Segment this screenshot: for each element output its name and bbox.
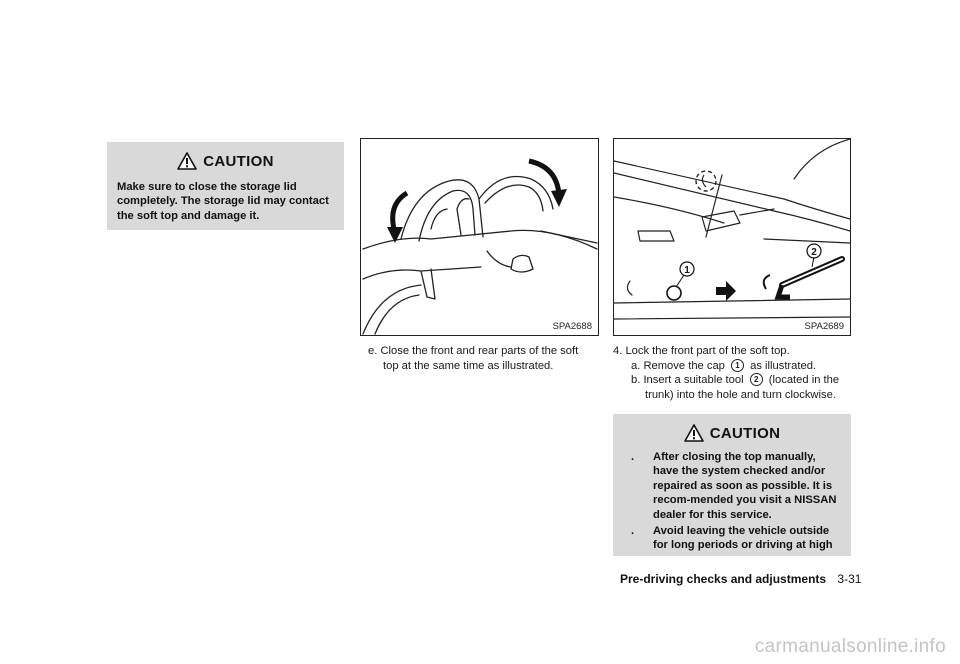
warning-triangle-icon	[684, 424, 704, 442]
step-e-line1: e. Close the front and rear parts of the soft	[368, 345, 579, 357]
page-footer	[620, 572, 860, 586]
caution-box-manual-top	[613, 414, 851, 556]
caution-list	[613, 446, 851, 553]
step-4a	[613, 359, 859, 374]
caution-title-text: CAUTION	[203, 152, 274, 170]
bullet: .	[631, 525, 635, 538]
caution-body: Make sure to close the storage lid completely. The storage lid may contact the soft top and damage it.	[117, 181, 329, 222]
step-4b	[613, 373, 859, 388]
caution-box-storage-lid	[107, 142, 344, 230]
caution-heading	[613, 420, 851, 446]
caution-item-text: Avoid leaving the vehicle outside for long periods or driving at high	[653, 525, 833, 552]
soft-top-closing-illustration	[361, 139, 598, 335]
bullet: .	[631, 451, 635, 463]
section-title: Pre-driving checks and adjustments	[620, 572, 827, 586]
caution-item	[621, 450, 843, 522]
figure-code: SPA2689	[804, 321, 844, 332]
step-4b-text-end: (located in the	[768, 374, 840, 387]
callout-1-badge: 1	[731, 359, 744, 372]
caution-title-text: CAUTION	[709, 424, 781, 442]
callout-2-label: 2	[811, 247, 817, 258]
warning-triangle-icon	[177, 152, 197, 170]
step-e-text	[368, 344, 608, 373]
callout-1-label: 1	[684, 265, 690, 276]
step-4-heading: 4. Lock the front part of the soft top.	[613, 345, 790, 357]
step-4a-text-end: as illustrated.	[750, 359, 817, 372]
cap-and-tool-illustration	[614, 139, 850, 335]
watermark: carmanualsonline.info	[754, 636, 946, 657]
right-arrow-icon	[716, 281, 736, 301]
step-e-line2: top at the same time as illustrated.	[383, 359, 554, 372]
callout-2-badge: 2	[750, 373, 763, 386]
caution-item-text: After closing the top manually, have the system checked and/or repaired as soon as possible. It is recom-mended you visit a NISSAN dealer for this service.	[653, 451, 837, 521]
figure-code: SPA2688	[552, 321, 592, 332]
caution-item	[621, 524, 843, 553]
step-4-text	[613, 344, 859, 402]
caution-heading	[107, 148, 344, 174]
figure-soft-top-closing	[360, 138, 599, 336]
step-4b-line2: trunk) into the hole and turn clockwise.	[645, 388, 836, 401]
figure-cap-tool	[613, 138, 851, 336]
page-number: 3-31	[837, 572, 862, 586]
step-4a-text: a. Remove the cap	[631, 359, 725, 372]
step-4b-text: b. Insert a suitable tool	[631, 374, 744, 387]
